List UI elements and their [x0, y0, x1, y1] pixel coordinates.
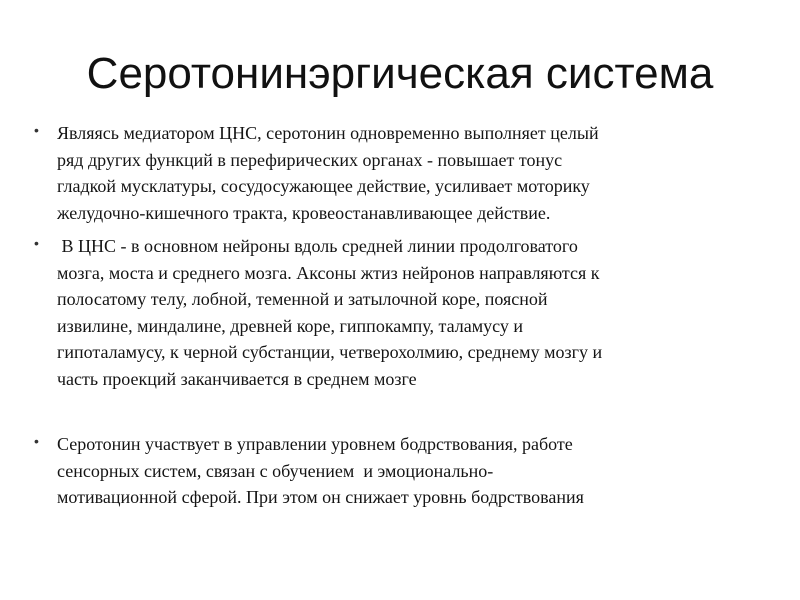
- text-line: гладкой мусклатуры, сосудосужающее действие, усиливает моторику: [57, 176, 590, 196]
- text-line: полосатому телу, лобной, теменной и затылочной коре, поясной: [57, 289, 548, 309]
- bullet-text: [57, 431, 747, 511]
- bullet-marker: •: [34, 122, 39, 138]
- text-line: Серотонин участвует в управлении уровнем бодрствования, работе: [57, 434, 573, 454]
- text-line: желудочно-кишечного тракта, кровеостанавливающее действие.: [57, 202, 551, 223]
- text-line: Являясь медиатором ЦНС, серотонин одновременно выполняет целый: [57, 123, 599, 143]
- text-line: гипоталамусу, к черной субстанции, четверохолмию, среднему мозгу и: [57, 342, 603, 362]
- text-line: мозга, моста и среднего мозга. Аксоны жтиз нейронов направляются к: [57, 262, 600, 283]
- text-line: ряд других функций в перефирических органах - повышает тонус: [57, 149, 563, 170]
- text-line: часть проекций заканчивается в среднем мозге: [57, 368, 417, 389]
- bullet-marker: •: [34, 433, 39, 449]
- bullet-text: [57, 120, 747, 226]
- text-line: мотивационной сферой. При этом он снижает уровнь бодрствования: [57, 487, 584, 507]
- text-line: В ЦНС - в основном нейроны вдоль средней линии продолговатого: [57, 236, 578, 256]
- text-line: извилине, миндалине, древней коре, гиппокампу, таламусу и: [57, 315, 523, 336]
- bullet-marker: •: [34, 235, 39, 251]
- bullet-text: [57, 233, 747, 392]
- text-line: сенсорных систем, связан с обучением и эмоционально-: [57, 460, 494, 481]
- slide-title: Серотонинэргическая система: [86, 49, 714, 98]
